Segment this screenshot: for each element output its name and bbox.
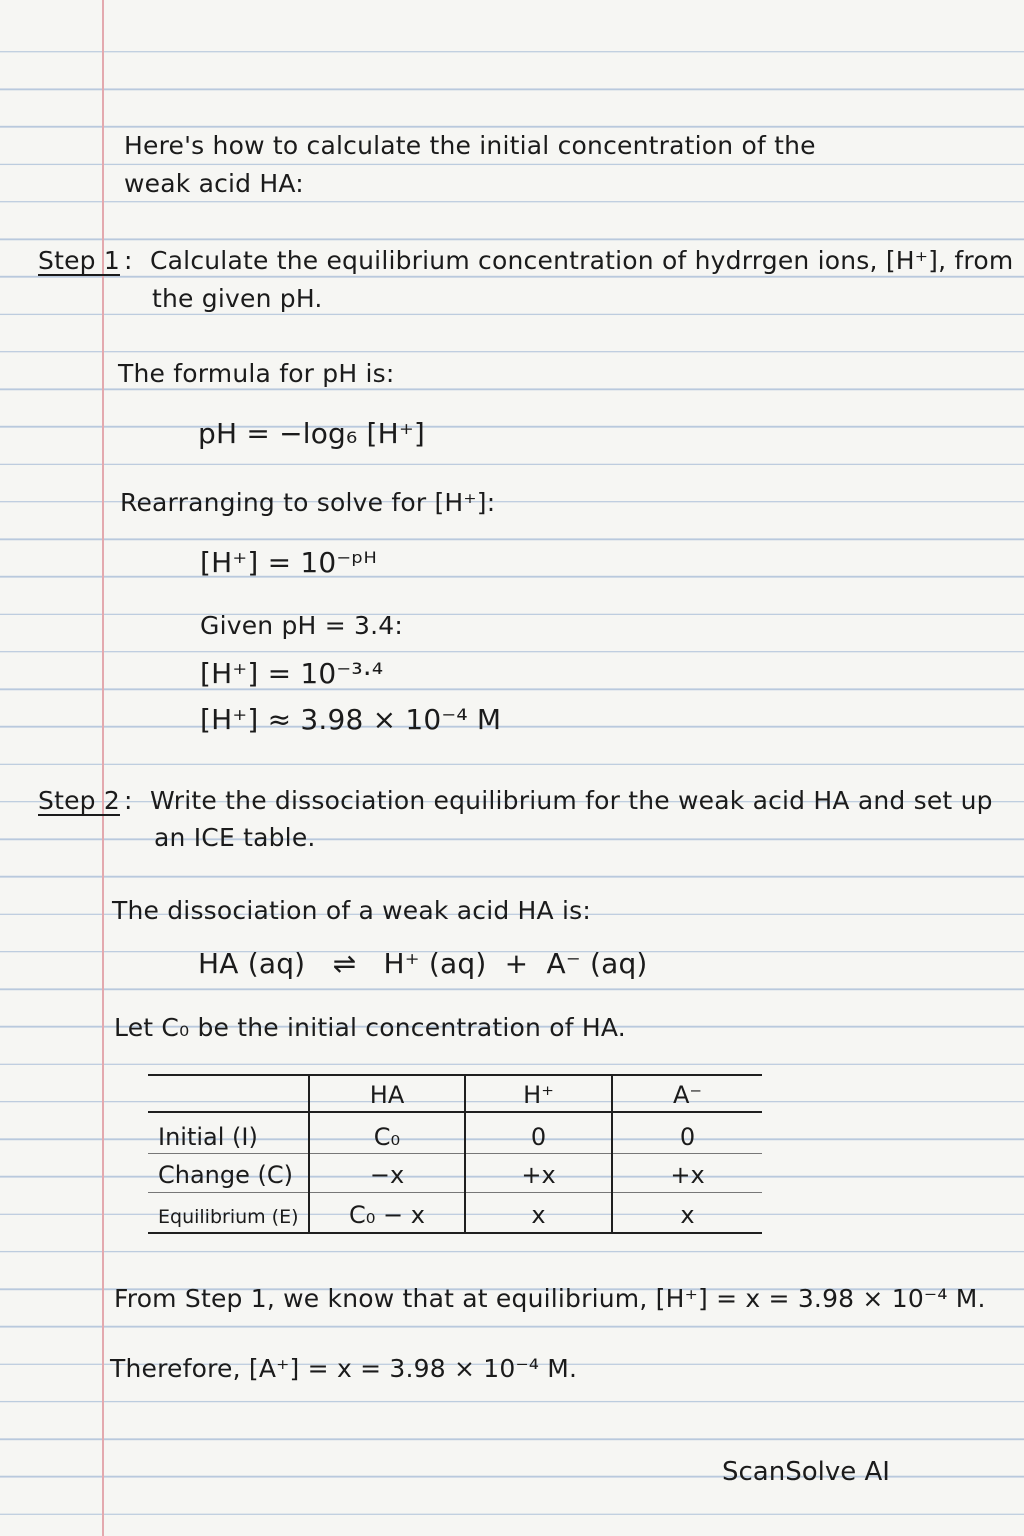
table-cell: C₀ — [373, 1123, 401, 1151]
step1-colon: : — [124, 246, 133, 275]
rearranged-formula: [H⁺] = 10⁻ᵖᴴ — [200, 546, 378, 579]
step2-colon: : — [124, 786, 133, 815]
header-a-minus: A⁻ — [672, 1081, 703, 1109]
intro-line-1: Here's how to calculate the initial concentration of the — [124, 131, 816, 160]
row-label-change: Change (C) — [158, 1161, 293, 1189]
step1-label: Step 1 — [38, 246, 120, 275]
table-cell: 0 — [530, 1123, 547, 1151]
table-row-rule — [148, 1192, 762, 1193]
table-top-rule — [148, 1074, 762, 1076]
margin-line — [102, 0, 104, 1536]
dissociation-intro: The dissociation of a weak acid HA is: — [112, 896, 591, 925]
table-cell: x — [531, 1201, 546, 1229]
intro-line-2: weak acid HA: — [124, 169, 304, 198]
table-row-rule — [148, 1153, 762, 1154]
header-ha: HA — [369, 1081, 405, 1109]
table-header-rule — [148, 1111, 762, 1113]
row-label-initial: Initial (I) — [158, 1123, 258, 1151]
row-label-equilibrium: Equilibrium (E) — [158, 1206, 299, 1228]
given-ph: Given pH = 3.4: — [200, 611, 403, 640]
rearrange-text: Rearranging to solve for [H⁺]: — [120, 488, 496, 517]
brand-signature: ScanSolve AI — [722, 1457, 890, 1487]
ph-formula: pH = −log₆ [H⁺] — [198, 417, 426, 450]
table-cell: +x — [521, 1161, 556, 1189]
calc-step-1: [H⁺] = 10⁻³·⁴ — [200, 657, 384, 690]
step2-text-line-1: Write the dissociation equilibrium for the weak acid HA and set up — [150, 786, 993, 815]
step1-text-line-2: the given pH. — [152, 284, 323, 313]
header-h-plus: H⁺ — [523, 1081, 554, 1109]
step2-label: Step 2 — [38, 786, 120, 815]
table-cell: −x — [369, 1161, 405, 1189]
ice-table — [148, 1074, 762, 1234]
table-bottom-rule — [148, 1232, 762, 1234]
conclusion-line-2: Therefore, [A⁺] = x = 3.98 × 10⁻⁴ M. — [110, 1354, 578, 1383]
table-cell: +x — [670, 1161, 705, 1189]
table-cell: C₀ − x — [349, 1201, 425, 1229]
dissociation-reaction: HA (aq) ⇌ H⁺ (aq) + A⁻ (aq) — [198, 947, 648, 980]
formula-intro: The formula for pH is: — [118, 359, 395, 388]
conclusion-line-1: From Step 1, we know that at equilibrium, [H⁺] = x = 3.98 × 10⁻⁴ M. — [114, 1284, 986, 1313]
step1-text-line-1: Calculate the equilibrium concentration of hydrrgen ions, [H⁺], from — [150, 246, 1014, 275]
initial-concentration-note: Let C₀ be the initial concentration of HA. — [114, 1013, 626, 1042]
step2-text-line-2: an ICE table. — [154, 823, 316, 852]
table-cell: 0 — [679, 1123, 696, 1151]
calc-step-2: [H⁺] ≈ 3.98 × 10⁻⁴ M — [200, 703, 502, 736]
table-cell: x — [680, 1201, 695, 1229]
